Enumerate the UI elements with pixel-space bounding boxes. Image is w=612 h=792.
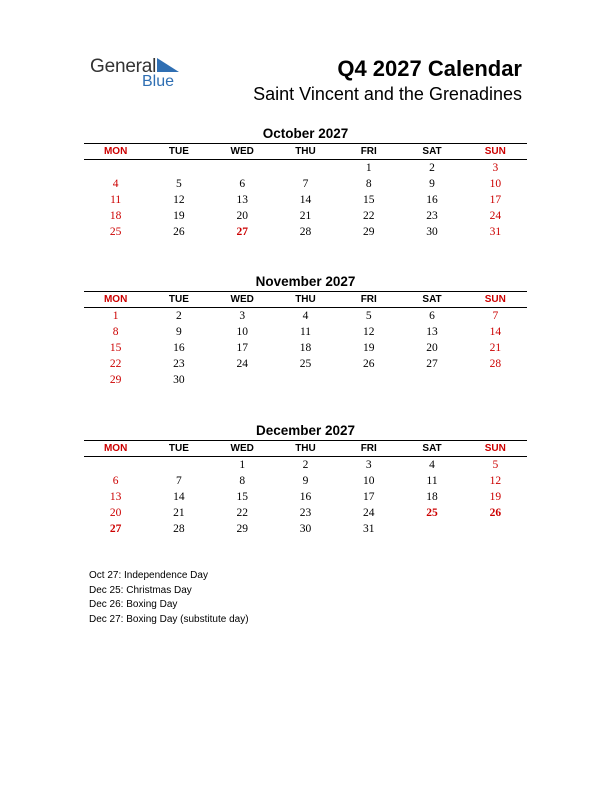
day-cell: 8 — [365, 178, 372, 190]
month-title: October 2027 — [262, 126, 349, 141]
day-cell: 29 — [363, 226, 375, 238]
day-cell: 30 — [173, 374, 185, 386]
weekday-header-wed: WED — [230, 146, 254, 157]
day-cell: 10 — [363, 475, 375, 487]
month-october — [84, 125, 527, 240]
page-title: Q4 2027 Calendar — [337, 56, 522, 81]
weekday-header-sun: SUN — [484, 294, 506, 305]
weekday-header-tue: TUE — [168, 294, 189, 305]
day-cell: 1 — [365, 162, 372, 174]
day-cell: 16 — [426, 194, 438, 206]
day-cell: 18 — [109, 210, 122, 222]
day-cell: 23 — [173, 358, 185, 370]
day-cell: 9 — [429, 178, 435, 190]
day-cell: 14 — [173, 491, 185, 503]
day-cell: 26 — [363, 358, 375, 370]
day-cell: 20 — [236, 210, 248, 222]
holiday-day-cell: 27 — [236, 226, 248, 238]
day-cell: 13 — [109, 491, 122, 503]
week-row — [84, 324, 527, 340]
day-cell: 10 — [236, 326, 248, 338]
day-cell: 30 — [299, 523, 312, 535]
weekday-header-mon: MON — [103, 146, 128, 157]
weekday-header-sun: SUN — [484, 146, 506, 157]
day-cell: 21 — [489, 342, 502, 354]
day-cell: 3 — [492, 162, 499, 174]
empty-day-cell — [274, 160, 337, 176]
day-cell: 5 — [176, 178, 182, 190]
holiday-item: Dec 26: Boxing Day — [89, 599, 178, 610]
week-row — [84, 505, 527, 521]
month-december — [84, 422, 527, 537]
day-cell: 1 — [112, 310, 119, 322]
empty-day-cell — [274, 372, 337, 388]
day-cell: 12 — [173, 194, 185, 206]
day-cell: 3 — [365, 459, 372, 471]
day-cell: 7 — [176, 475, 182, 487]
day-cell: 16 — [299, 491, 312, 503]
day-cell: 11 — [426, 475, 438, 487]
day-cell: 24 — [363, 507, 375, 519]
weekday-header-thu: THU — [295, 146, 316, 157]
weekday-header-wed: WED — [230, 294, 254, 305]
day-cell: 22 — [363, 210, 375, 222]
day-cell: 4 — [112, 178, 119, 190]
logo-general-text: General — [90, 56, 157, 77]
day-cell: 15 — [236, 491, 248, 503]
day-cell: 28 — [173, 523, 185, 535]
day-cell: 20 — [426, 342, 438, 354]
month-november — [84, 273, 527, 388]
calendar-grid — [84, 291, 527, 388]
week-row — [84, 160, 527, 176]
day-cell: 29 — [109, 374, 122, 386]
day-cell: 13 — [236, 194, 248, 206]
weekday-header-wed: WED — [230, 443, 254, 454]
day-cell: 7 — [492, 310, 499, 322]
day-cell: 6 — [429, 310, 435, 322]
weekday-header-fri: FRI — [360, 443, 377, 454]
day-cell: 15 — [363, 194, 375, 206]
day-cell: 17 — [489, 194, 502, 206]
empty-day-cell — [400, 372, 463, 388]
day-cell: 13 — [426, 326, 438, 338]
day-cell: 20 — [109, 507, 122, 519]
day-cell: 22 — [236, 507, 248, 519]
day-cell: 12 — [489, 475, 502, 487]
day-cell: 19 — [489, 491, 502, 503]
day-cell: 8 — [112, 326, 119, 338]
day-cell: 7 — [302, 178, 309, 190]
weekday-header-tue: TUE — [168, 443, 189, 454]
month-title: November 2027 — [255, 274, 356, 289]
week-row — [84, 521, 527, 537]
day-cell: 5 — [492, 459, 499, 471]
day-cell: 2 — [176, 310, 182, 322]
day-cell: 28 — [489, 358, 502, 370]
page-subtitle: Saint Vincent and the Grenadines — [253, 84, 522, 104]
day-cell: 14 — [299, 194, 312, 206]
weekday-header-fri: FRI — [360, 294, 377, 305]
day-cell: 6 — [239, 178, 246, 190]
logo-flag-icon — [157, 58, 179, 72]
empty-day-cell — [211, 160, 274, 176]
week-row — [84, 356, 527, 372]
holiday-day-cell: 26 — [489, 507, 502, 519]
logo-blue-text: Blue — [142, 73, 175, 90]
day-cell: 27 — [426, 358, 438, 370]
empty-day-cell — [84, 160, 147, 176]
day-cell: 10 — [489, 178, 502, 190]
day-cell: 23 — [426, 210, 438, 222]
day-cell: 19 — [173, 210, 185, 222]
day-cell: 1 — [239, 459, 246, 471]
empty-day-cell — [464, 372, 527, 388]
empty-day-cell — [400, 521, 463, 537]
holiday-item: Oct 27: Independence Day — [89, 570, 208, 581]
empty-day-cell — [147, 457, 210, 473]
day-cell: 2 — [429, 162, 435, 174]
day-cell: 25 — [299, 358, 312, 370]
day-cell: 24 — [236, 358, 248, 370]
day-cell: 17 — [363, 491, 375, 503]
weekday-header-row — [84, 292, 527, 308]
weekday-header-thu: THU — [295, 294, 316, 305]
week-row — [84, 176, 527, 192]
holiday-list — [89, 569, 249, 627]
calendar-grid — [84, 440, 527, 537]
weekday-header-mon: MON — [103, 443, 128, 454]
weekday-header-fri: FRI — [360, 146, 377, 157]
day-cell: 26 — [173, 226, 185, 238]
day-cell: 31 — [489, 226, 502, 238]
week-row — [84, 489, 527, 505]
day-cell: 25 — [109, 226, 122, 238]
day-cell: 11 — [110, 194, 122, 206]
week-row — [84, 473, 527, 489]
week-row — [84, 224, 527, 240]
generalblue-logo — [90, 56, 200, 96]
calendar-grid — [84, 143, 527, 240]
weekday-header-row — [84, 144, 527, 160]
weekday-header-sun: SUN — [484, 443, 506, 454]
day-cell: 5 — [365, 310, 372, 322]
day-cell: 8 — [239, 475, 246, 487]
empty-day-cell — [84, 457, 147, 473]
day-cell: 15 — [109, 342, 122, 354]
week-row — [84, 372, 527, 388]
day-cell: 21 — [299, 210, 312, 222]
empty-day-cell — [147, 160, 210, 176]
day-cell: 23 — [299, 507, 312, 519]
day-cell: 4 — [302, 310, 309, 322]
week-row — [84, 192, 527, 208]
weekday-header-sat: SAT — [422, 146, 442, 157]
weekday-header-tue: TUE — [168, 146, 189, 157]
day-cell: 28 — [299, 226, 312, 238]
empty-day-cell — [211, 372, 274, 388]
weekday-header-mon: MON — [103, 294, 128, 305]
holiday-day-cell: 27 — [109, 523, 122, 535]
day-cell: 31 — [363, 523, 375, 535]
day-cell: 12 — [363, 326, 375, 338]
day-cell: 3 — [239, 310, 246, 322]
day-cell: 18 — [299, 342, 312, 354]
empty-day-cell — [464, 521, 527, 537]
day-cell: 17 — [236, 342, 248, 354]
day-cell: 30 — [426, 226, 438, 238]
weekday-header-row — [84, 441, 527, 457]
day-cell: 2 — [302, 459, 309, 471]
week-row — [84, 340, 527, 356]
week-row — [84, 457, 527, 473]
day-cell: 18 — [426, 491, 438, 503]
day-cell: 14 — [489, 326, 502, 338]
day-cell: 9 — [176, 326, 182, 338]
weekday-header-thu: THU — [295, 443, 316, 454]
day-cell: 11 — [299, 326, 312, 338]
week-row — [84, 308, 527, 324]
day-cell: 6 — [112, 475, 119, 487]
day-cell: 16 — [173, 342, 185, 354]
day-cell: 4 — [429, 459, 435, 471]
holiday-day-cell: 25 — [426, 507, 438, 519]
day-cell: 29 — [236, 523, 248, 535]
week-row — [84, 208, 527, 224]
empty-day-cell — [337, 372, 400, 388]
day-cell: 9 — [302, 475, 309, 487]
holiday-item: Dec 25: Christmas Day — [89, 584, 192, 596]
day-cell: 19 — [363, 342, 375, 354]
weekday-header-sat: SAT — [422, 443, 442, 454]
day-cell: 21 — [173, 507, 185, 519]
weekday-header-sat: SAT — [422, 294, 442, 305]
holiday-item: Dec 27: Boxing Day (substitute day) — [89, 613, 249, 625]
day-cell: 22 — [109, 358, 122, 370]
month-title: December 2027 — [255, 423, 356, 438]
day-cell: 24 — [489, 210, 502, 222]
